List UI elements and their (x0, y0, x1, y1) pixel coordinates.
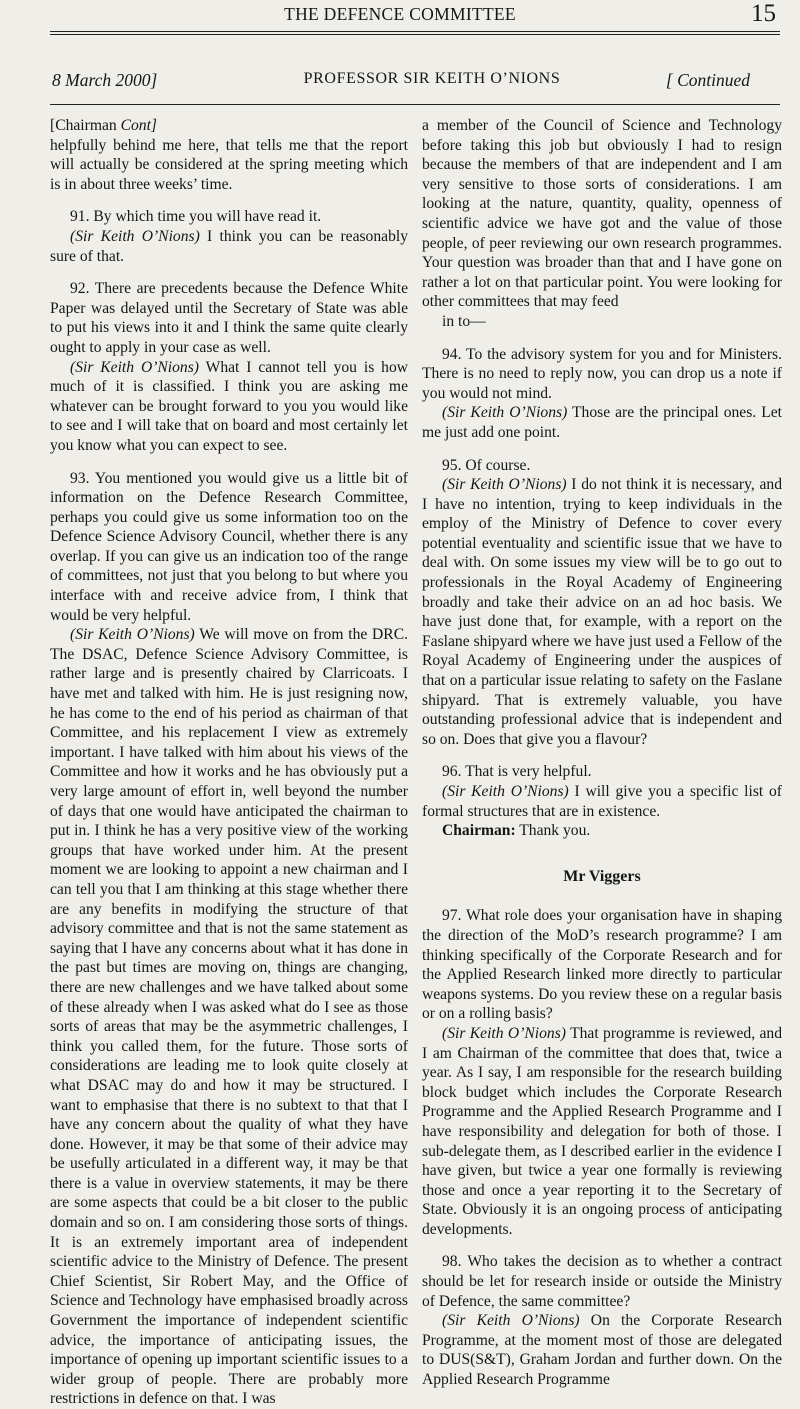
question-92: 92. There are precedents because the Defence White Paper was delayed until the Secretary of State was able to put his views into it and I think the same quite clearly ought to apply in your case as well. (50, 280, 408, 356)
witness-heading: PROFESSOR SIR KEITH O’NIONS (303, 70, 561, 87)
header-rule-bottom (50, 104, 780, 105)
speaker-continuation: [Chairman Cont] (50, 117, 157, 134)
answer-97: (Sir Keith O’Nions) That programme is reviewed, and I am Chairman of the committee that does that, twice a year. As I say, I am responsible for the research building block budget which includes the Corporate Research Programme and the Applied Research Programme and I have responsibility and delegation for both of those. I sub-delegate them, as I described earlier in the evidence I have given, but twice a year one formally is reviewing those and once a year reporting it to the Secretary of State. Obviously it is an ongoing process of anticipating developments. (422, 1024, 783, 1238)
answer-96: (Sir Keith O’Nions) I will give you a specific list of formal structures that are in existence. (422, 783, 783, 820)
chairman-remark: Chairman: Thank you. (442, 822, 591, 840)
answer-98: (Sir Keith O’Nions) On the Corporate Research Programme, at the moment most of those are delegated to DUS(S&T), Graham Jordan and further down. On the Applied Research Programme (422, 1312, 782, 1389)
question-97: 97. What role does your organisation have in shaping the direction of the MoD’s research programme? I am thinking specifically of the Corporate Research and for the Applied Research linked more directly to particular weapons systems. Do you review these on a regular basis or on a rolling basis? (422, 907, 782, 1023)
question-98: 98. Who takes the decision as to whether a contract should be let for research inside or outside the Ministry of Defence, the same committee? (422, 1253, 782, 1310)
question-93: 93. You mentioned you would give us a little bit of information on the Defence Research Committee, perhaps you could give us some information too on the Defence Science Advisory Council, whether there is any overlap. If you can give us an indication too of the range of committees, not just that you belong to but where you interface with and receive advice from, I think that would be very helpful. (50, 469, 408, 624)
answer-93: (Sir Keith O’Nions) We will move on from the DRC. The DSAC, Defence Science Advisory Committee, is rather large and is presently chaired by Clarricoats. I have met and talked with him. He is just resigning now, he has come to the end of his period as chairman of that Committee, and his replacement I view as extremely important. I have talked with him about his views of the Committee and how it works and he has obviously put a very large amount of effort in, well beyond the number of days that one would have anticipated the chairman to put in. I think he has a very positive view of the working groups that have worked under him. At the present moment we are looking to appoint a new chairman and I can tell you that I am thinking at this stage whether there are any benefits in modifying the structure of that advisory committee and that is not the same statement as saying that I have any concerns about what it has done in the past but times are moving on, things are changing, there are new challenges and we have talked about some of these already when I was asked what do I see as those sorts of areas that may be the asymmetric challenges, I think you called them, for the future. Those sorts of considerations are leading me to look quite closely at what DSAC may do and how it may be structured. I want to emphasise that there is no subtext to that that I have any concern about the quality of what they have done. However, it may be that some of their advice may be usefully articulated in a different way, it may be that there is a value in overview statements, it may be there are some aspects that could be a bit closer to the public domain and so on. I am considering those sorts of things. It is an extremely important area of independent scientific advice to the Ministry of Defence. The present Chief Scientist, Sir Robert May, and the Office of Science and Technology have emphasised broadly across Government the importance of independent scientific advice, the importance of anticipating issues, the importance of opening up important scientific issues to a wider group of people. There are probably more restrictions in defence on that. I was (50, 626, 409, 1408)
speaker-subheading: Mr Viggers (563, 867, 641, 885)
left-column (50, 116, 408, 1409)
paragraph: helpfully behind me here, that tells me that the report will actually be considered at the spring meeting which is in about three weeks’ time. (50, 136, 408, 193)
question-94: 94. To the advisory system for you and for Ministers. There is no need to reply now, you can drop us a note if you would not mind. (422, 345, 782, 402)
header-rule-top (50, 31, 780, 32)
answer-95: (Sir Keith O’Nions) I do not think it is necessary, and I have no intention, trying to keep individuals in the employ of the Ministry of Defence to cover every potential eventuality and scientific issue that we have to deal with. On some issues my view will be to go out to professionals in the Royal Academy of Engineering broadly and take their advice on an ad hoc basis. We have just done that, for example, with a report on the Faslane shipyard where we have just used a Fellow of the Royal Academy of Engineering under the auspices of that on a particular issue relating to safety on the Faslane shipyard. That is extremely valuable, you have outstanding professional advice that is independent and so on. Does that give you a flavour? (422, 476, 783, 748)
paragraph: a member of the Council of Science and Technology before taking this job but obviously I had to resign because the members of that are independent and I am very sensitive to those sorts of considerations. I am looking at the nature, quantity, quality, openness of scientific advice we have got and the value of those people, of peer reviewing our own research programmes. Your question was broader than that and I have gone on rather a lot on that particular point. You were looking for other committees that may feed (422, 117, 782, 311)
answer-92: (Sir Keith O’Nions) What I cannot tell you is how much of it is classified. I think you are asking me whatever can be brought forward to you you would like to see and I will take that on board and most certainly let you know what you can expect to see. (50, 358, 409, 454)
question-91: 91. By which time you will have read it. (70, 208, 322, 226)
right-column (422, 116, 782, 1390)
page-number: 15 (751, 0, 776, 27)
running-head: THE DEFENCE COMMITTEE (284, 4, 516, 24)
answer-94: (Sir Keith O’Nions) Those are the principal ones. Let me just add one point. (422, 404, 782, 441)
header-rule-double (50, 34, 780, 35)
sitting-date: 8 March 2000] (52, 70, 158, 90)
paragraph: in to— (442, 312, 486, 330)
continued-label: [ Continued (665, 70, 750, 90)
answer-91: (Sir Keith O’Nions) I think you can be reasonably sure of that. (50, 227, 408, 265)
question-95: 95. Of course. (442, 456, 531, 474)
question-96: 96. That is very helpful. (442, 763, 592, 781)
